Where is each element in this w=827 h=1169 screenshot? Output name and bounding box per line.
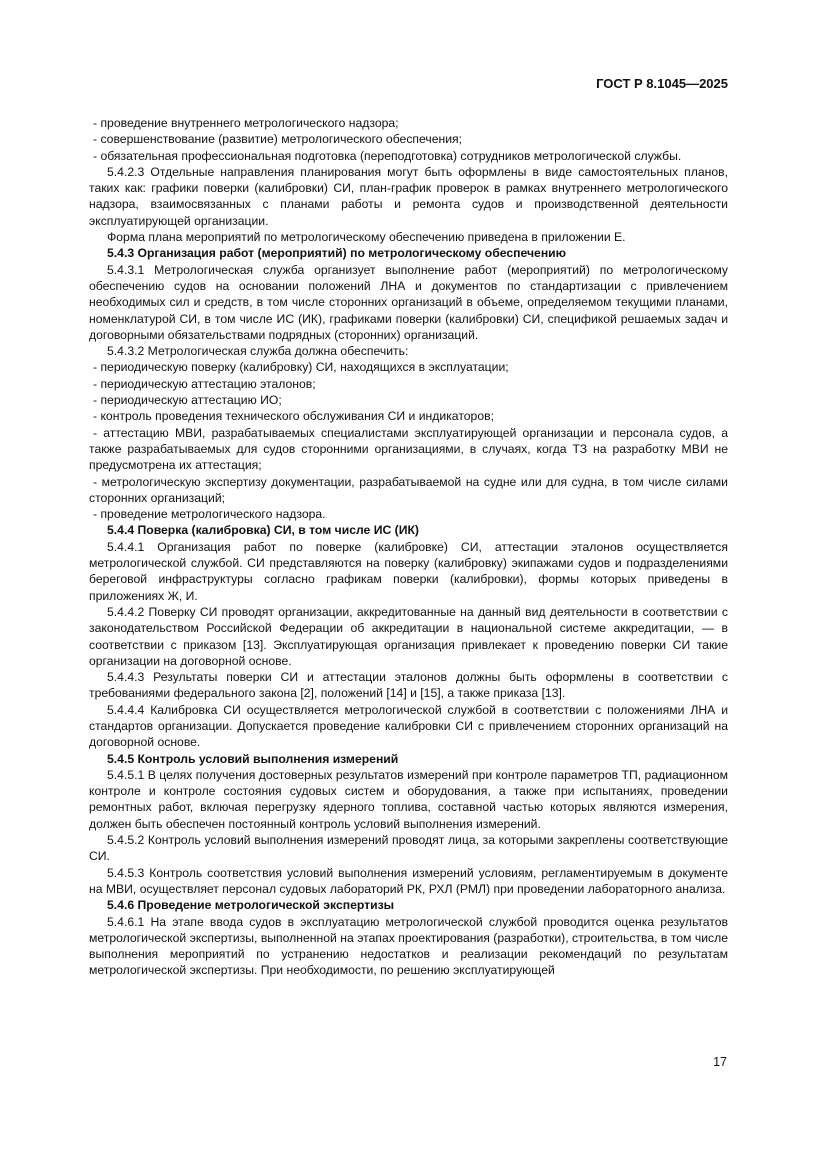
list-item: - совершенствование (развитие) метрологического обеспечения; <box>93 132 463 147</box>
page-number: 17 <box>713 1055 727 1069</box>
page-header: ГОСТ Р 8.1045—2025 <box>596 76 728 91</box>
list-item: - аттестацию МВИ, разрабатываемых специалистами эксплуатирующей организации и персонала судов, а также разрабатываемых для судов сторонними организациями, в случаях, когда ТЗ на разработку МВИ не предусмотрена их аттестация; <box>89 425 728 473</box>
list-item: - проведение внутреннего метрологического надзора; <box>93 116 399 130</box>
document-body <box>89 115 728 979</box>
section-heading: 5.4.6 Проведение метрологической экспертизы <box>107 898 395 913</box>
paragraph: 5.4.3.1 Метрологическая служба организует выполнение работ (мероприятий) по метрологическому обеспечению судов на основании положений ЛНА и документов по стандартизации с привлечением необходимых сил и средств, в том числе сторонних организаций в объеме, определяемом текущими планами, номенклатурой СИ, в том числе ИС (ИК), графиками поверки (калибровки) СИ, спецификой решаемых задач и договорными обязательствами подрядных (сторонних) организаций. <box>89 262 728 342</box>
section-heading: 5.4.5 Контроль условий выполнения измерений <box>107 751 399 766</box>
paragraph: 5.4.2.3 Отдельные направления планирования могут быть оформлены в виде самостоятельных планов, таких как: графики поверки (калибровки) СИ, план-график проверок в рамках внутреннего метрологического надзора, взаимосвязанных с планами работы и ремонта судов и производственной деятельности эксплуатирующей организации. <box>89 164 728 228</box>
paragraph: 5.4.4.1 Организация работ по поверке (калибровке) СИ, аттестации эталонов осуществляется метрологической службой. СИ представляются на поверку (калибровку) экипажами судов и подразделениями береговой инфраструктуры согласно графикам поверки (калибровки), формы которых приведены в приложениях Ж, И. <box>89 539 728 603</box>
paragraph: 5.4.6.1 На этапе ввода судов в эксплуатацию метрологической службой проводится оценка результатов метрологической экспертизы, выполненной на этапах проектирования (разработки), строительства, в том числе выполнения мероприятий по устранению недостатков и реализации рекомендаций по результатам метрологической экспертизы. При необходимости, по решению эксплуатирующей <box>89 914 728 978</box>
paragraph: 5.4.5.1 В целях получения достоверных результатов измерений при контроле параметров ТП, радиационном контроле и контроле состояния судовых систем и оборудования, а также при испытаниях, проведении ремонтных работ, включая перегрузку ядерного топлива, составной частью которых являются измерения, должен быть обеспечен постоянный контроль условий выполнения измерений. <box>89 767 728 831</box>
paragraph: 5.4.4.4 Калибровка СИ осуществляется метрологической службой в соответствии с положениями ЛНА и стандартов организации. Допускается проведение калибровки СИ с привлечением сторонних организаций на договорной основе. <box>89 702 728 750</box>
paragraph: 5.4.5.2 Контроль условий выполнения измерений проводят лица, за которыми закреплены соответствующие СИ. <box>89 833 728 864</box>
list-item: - проведение метрологического надзора. <box>93 507 326 522</box>
section-heading: 5.4.3 Организация работ (мероприятий) по метрологическому обеспечению <box>107 246 567 261</box>
paragraph: 5.4.4.3 Результаты поверки СИ и аттестации эталонов должны быть оформлены в соответствии с требованиями федерального закона [2], положений [14] и [15], а также приказа [13]. <box>89 670 728 701</box>
list-item: - периодическую аттестацию ИО; <box>93 393 282 408</box>
list-item: - обязательная профессиональная подготовка (переподготовка) сотрудников метрологической службы. <box>93 148 682 163</box>
paragraph: 5.4.5.3 Контроль соответствия условий выполнения измерений условиям, регламентируемым в документе на МВИ, осуществляет персонал судовых лабораторий РК, РХЛ (РМЛ) при проведении лабораторного анализа. <box>89 865 728 896</box>
paragraph: 5.4.3.2 Метрологическая служба должна обеспечить: <box>107 344 409 359</box>
list-item: - периодическую поверку (калибровку) СИ, находящихся в эксплуатации; <box>93 360 509 375</box>
section-heading: 5.4.4 Поверка (калибровка) СИ, в том числе ИС (ИК) <box>107 523 419 538</box>
paragraph: 5.4.4.2 Поверку СИ проводят организации, аккредитованные на данный вид деятельности в соответствии с законодательством Российской Федерации об аккредитации в национальной системе аккредитации, — в соответствии с приказом [13]. Эксплуатирующая организация привлекает к проведению поверки СИ такие организации на договорной основе. <box>89 604 728 668</box>
list-item: - периодическую аттестацию эталонов; <box>93 376 316 391</box>
paragraph: Форма плана мероприятий по метрологическому обеспечению приведена в приложении Е. <box>107 230 626 245</box>
list-item: - метрологическую экспертизу документации, разрабатываемой на судне или для судна, в том числе силами сторонних организаций; <box>89 474 728 505</box>
list-item: - контроль проведения технического обслуживания СИ и индикаторов; <box>93 409 494 424</box>
